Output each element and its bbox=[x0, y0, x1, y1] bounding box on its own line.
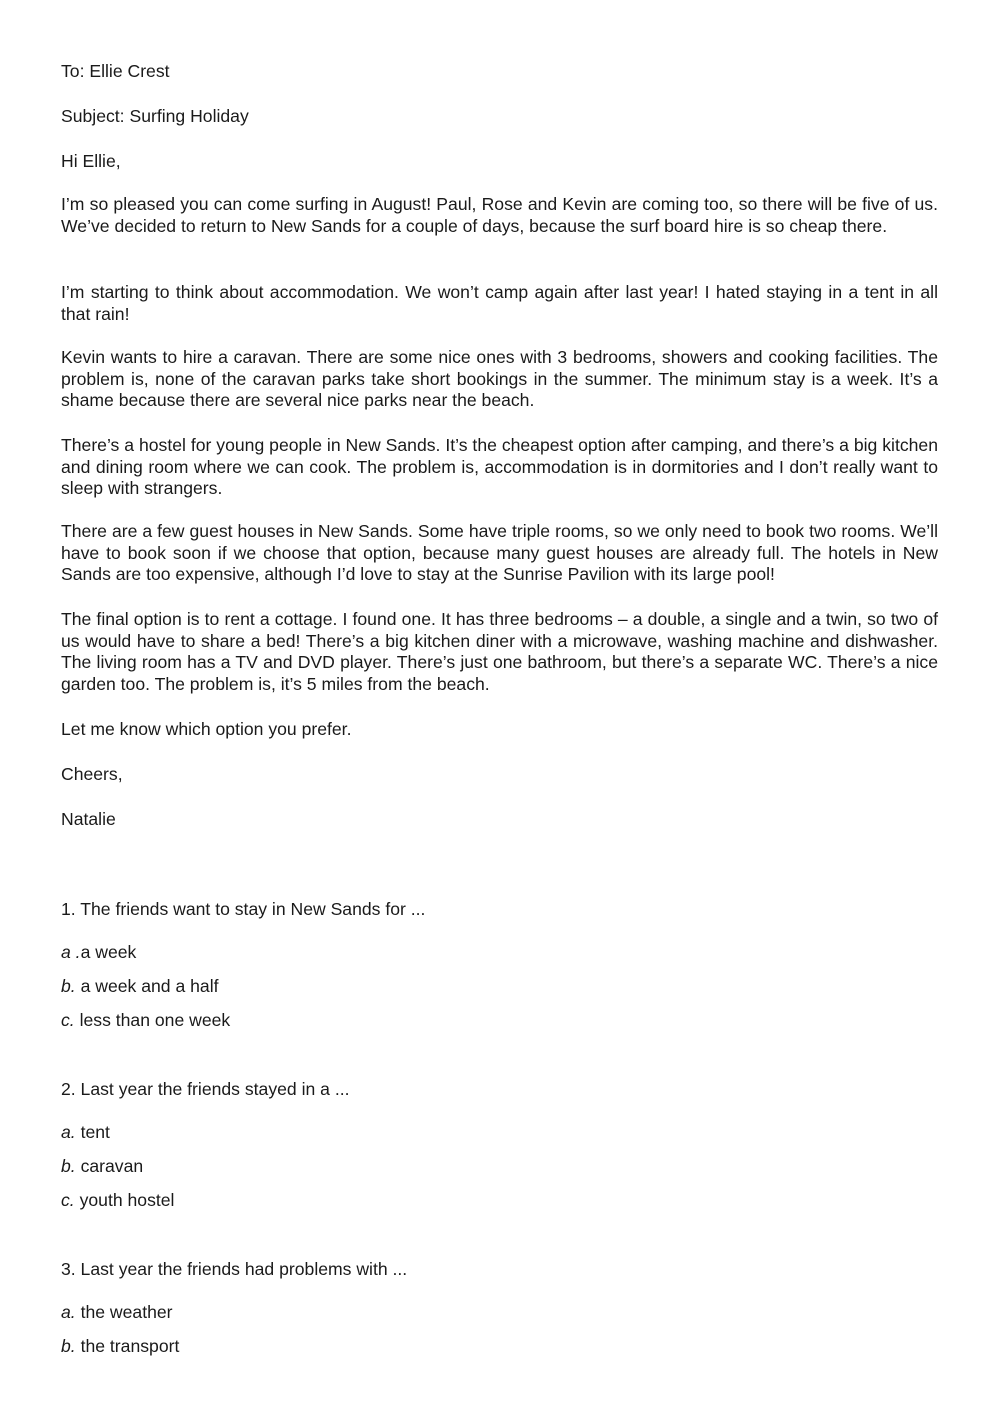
worksheet-page bbox=[61, 0, 938, 1413]
option-text: caravan bbox=[75, 1156, 144, 1176]
question-2-option-c[interactable] bbox=[61, 1189, 174, 1211]
question-1-option-c[interactable] bbox=[61, 1009, 230, 1031]
email-to-line: To: Ellie Crest bbox=[61, 61, 170, 81]
email-paragraph-4: There’s a hostel for young people in New Sands. It’s the cheapest option after camping, and there’s a big kitchen and dining room where we can cook. The problem is, accommodation is in dormitories and I don’t really want to sleep with strangers. bbox=[61, 435, 938, 499]
option-letter: c. bbox=[61, 1010, 75, 1030]
option-letter: b. bbox=[61, 1156, 76, 1176]
email-paragraph-5: There are a few guest houses in New Sands. Some have triple rooms, so we only need to book two rooms. We’ll have to book soon if we choose that option, because many guest houses are already full. The hotels in New Sands are too expensive, although I’d love to stay at the Sunrise Pavilion with its large pool! bbox=[61, 521, 938, 585]
option-letter: b. bbox=[61, 1336, 76, 1356]
email-signature: Natalie bbox=[61, 809, 116, 829]
option-text: a week bbox=[80, 942, 137, 962]
email-signoff: Cheers, bbox=[61, 764, 123, 784]
option-letter: a . bbox=[61, 942, 81, 962]
option-letter: a. bbox=[61, 1122, 76, 1142]
email-paragraph-1: I’m so pleased you can come surfing in August! Paul, Rose and Kevin are coming too, so there will be five of us. We’ve decided to return to New Sands for a couple of days, because the surf board hire is so cheap there. bbox=[61, 194, 938, 236]
email-greeting: Hi Ellie, bbox=[61, 151, 121, 171]
option-text: the weather bbox=[75, 1302, 173, 1322]
question-3-option-a[interactable] bbox=[61, 1301, 173, 1323]
option-text: less than one week bbox=[74, 1010, 231, 1030]
question-3-prompt: 3. Last year the friends had problems with ... bbox=[61, 1259, 408, 1279]
question-2-option-a[interactable] bbox=[61, 1121, 110, 1143]
option-letter: c. bbox=[61, 1190, 75, 1210]
option-text: tent bbox=[75, 1122, 110, 1142]
question-1-prompt: 1. The friends want to stay in New Sands for ... bbox=[61, 899, 426, 919]
question-3-option-b[interactable] bbox=[61, 1335, 179, 1357]
option-text: a week and a half bbox=[75, 976, 219, 996]
question-2-prompt: 2. Last year the friends stayed in a ... bbox=[61, 1079, 350, 1099]
option-text: the transport bbox=[75, 1336, 180, 1356]
question-2-option-b[interactable] bbox=[61, 1155, 143, 1177]
email-paragraph-6: The final option is to rent a cottage. I found one. It has three bedrooms – a double, a single and a twin, so two of us would have to share a bed! There’s a big kitchen diner with a microwave, washing machine and dishwasher. The living room has a TV and DVD player. There’s just one bathroom, but there’s a separate WC. There’s a nice garden too. The problem is, it’s 5 miles from the beach. bbox=[61, 609, 938, 694]
email-paragraph-3: Kevin wants to hire a caravan. There are some nice ones with 3 bedrooms, showers and cooking facilities. The problem is, none of the caravan parks take short bookings in the summer. The minimum stay is a week. It’s a shame because there are several nice parks near the beach. bbox=[61, 347, 938, 411]
option-letter: a. bbox=[61, 1302, 76, 1322]
option-text: youth hostel bbox=[74, 1190, 175, 1210]
email-closing-request: Let me know which option you prefer. bbox=[61, 719, 352, 739]
option-letter: b. bbox=[61, 976, 76, 996]
email-paragraph-2: I’m starting to think about accommodation. We won’t camp again after last year! I hated staying in a tent in all that rain! bbox=[61, 282, 938, 324]
email-subject-line: Subject: Surfing Holiday bbox=[61, 106, 249, 126]
question-1-option-a[interactable] bbox=[61, 941, 136, 963]
question-1-option-b[interactable] bbox=[61, 975, 219, 997]
